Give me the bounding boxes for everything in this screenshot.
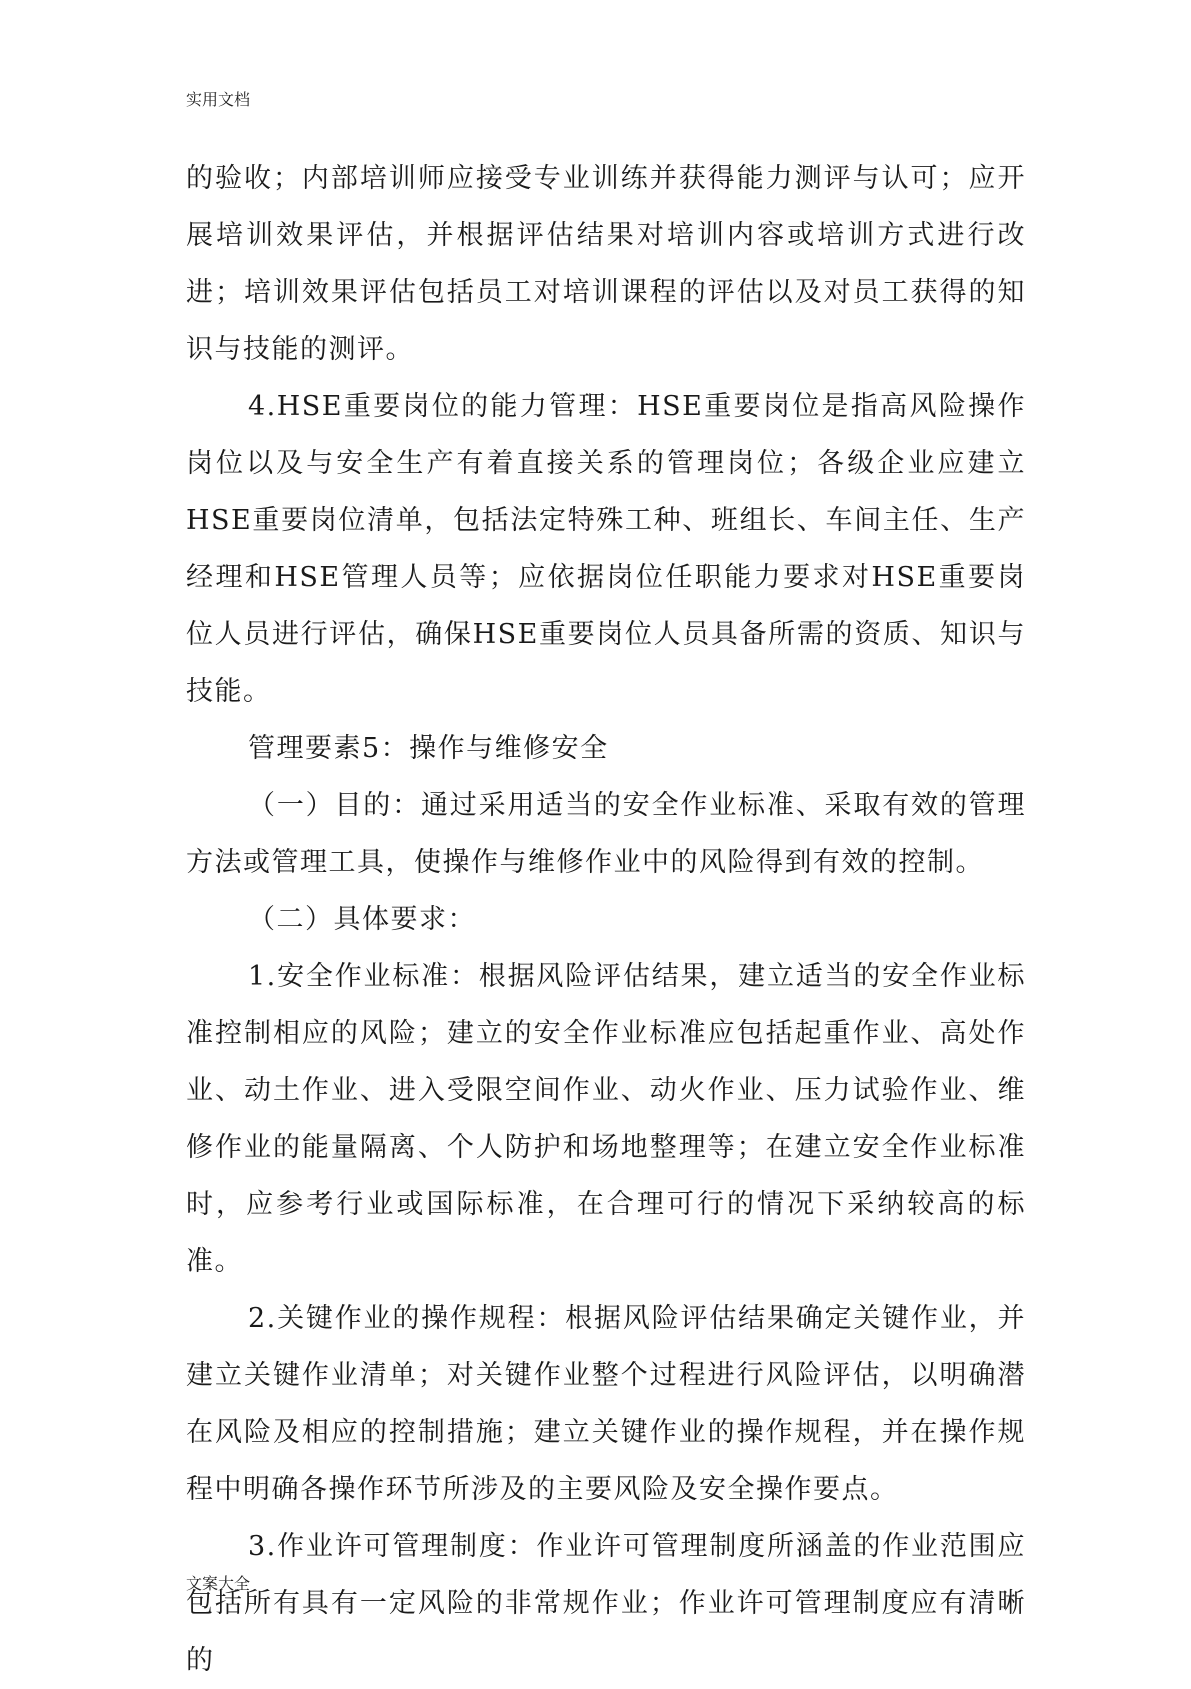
page-footer: 文案大全	[186, 1574, 251, 1593]
paragraph-training-acceptance: 的验收；内部培训师应接受专业训练并获得能力测评与认可；应开展培训效果评估，并根据评估结果对培训内容或培训方式进行改进；培训效果评估包括员工对培训课程的评估以及对员工获得的知识与技能的测评。	[186, 163, 1026, 365]
paragraph-requirements-heading: （二）具体要求：	[248, 904, 476, 935]
section-heading-element-5: 管理要素5：操作与维修安全	[248, 733, 609, 764]
paragraph-hse-key-positions: 4.HSE重要岗位的能力管理：HSE重要岗位是指高风险操作岗位以及与安全生产有着直接关系的管理岗位；各级企业应建立HSE重要岗位清单，包括法定特殊工种、班组长、车间主任、生产经理和HSE管理人员等；应依据岗位任职能力要求对HSE重要岗位人员进行评估，确保HSE重要岗位人员具备所需的资质、知识与技能。	[186, 391, 1026, 707]
paragraph-purpose: （一）目的：通过采用适当的安全作业标准、采取有效的管理方法或管理工具，使操作与维修作业中的风险得到有效的控制。	[186, 790, 1026, 878]
page-header: 实用文档	[186, 90, 251, 109]
paragraph-safe-work-standards: 1.安全作业标准：根据风险评估结果，建立适当的安全作业标准控制相应的风险；建立的安全作业标准应包括起重作业、高处作业、动土作业、进入受限空间作业、动火作业、压力试验作业、维修作业的能量隔离、个人防护和场地整理等；在建立安全作业标准时，应参考行业或国际标准，在合理可行的情况下采纳较高的标准。	[186, 961, 1026, 1277]
paragraph-key-operation-procedures: 2.关键作业的操作规程：根据风险评估结果确定关键作业，并建立关键作业清单；对关键作业整个过程进行风险评估，以明确潜在风险及相应的控制措施；建立关键作业的操作规程，并在操作规程中明确各操作环节所涉及的主要风险及安全操作要点。	[186, 1303, 1026, 1505]
document-body	[186, 150, 1026, 1689]
paragraph-work-permit-system: 3.作业许可管理制度：作业许可管理制度所涵盖的作业范围应包括所有具有一定风险的非常规作业；作业许可管理制度应有清晰的	[186, 1531, 1026, 1676]
